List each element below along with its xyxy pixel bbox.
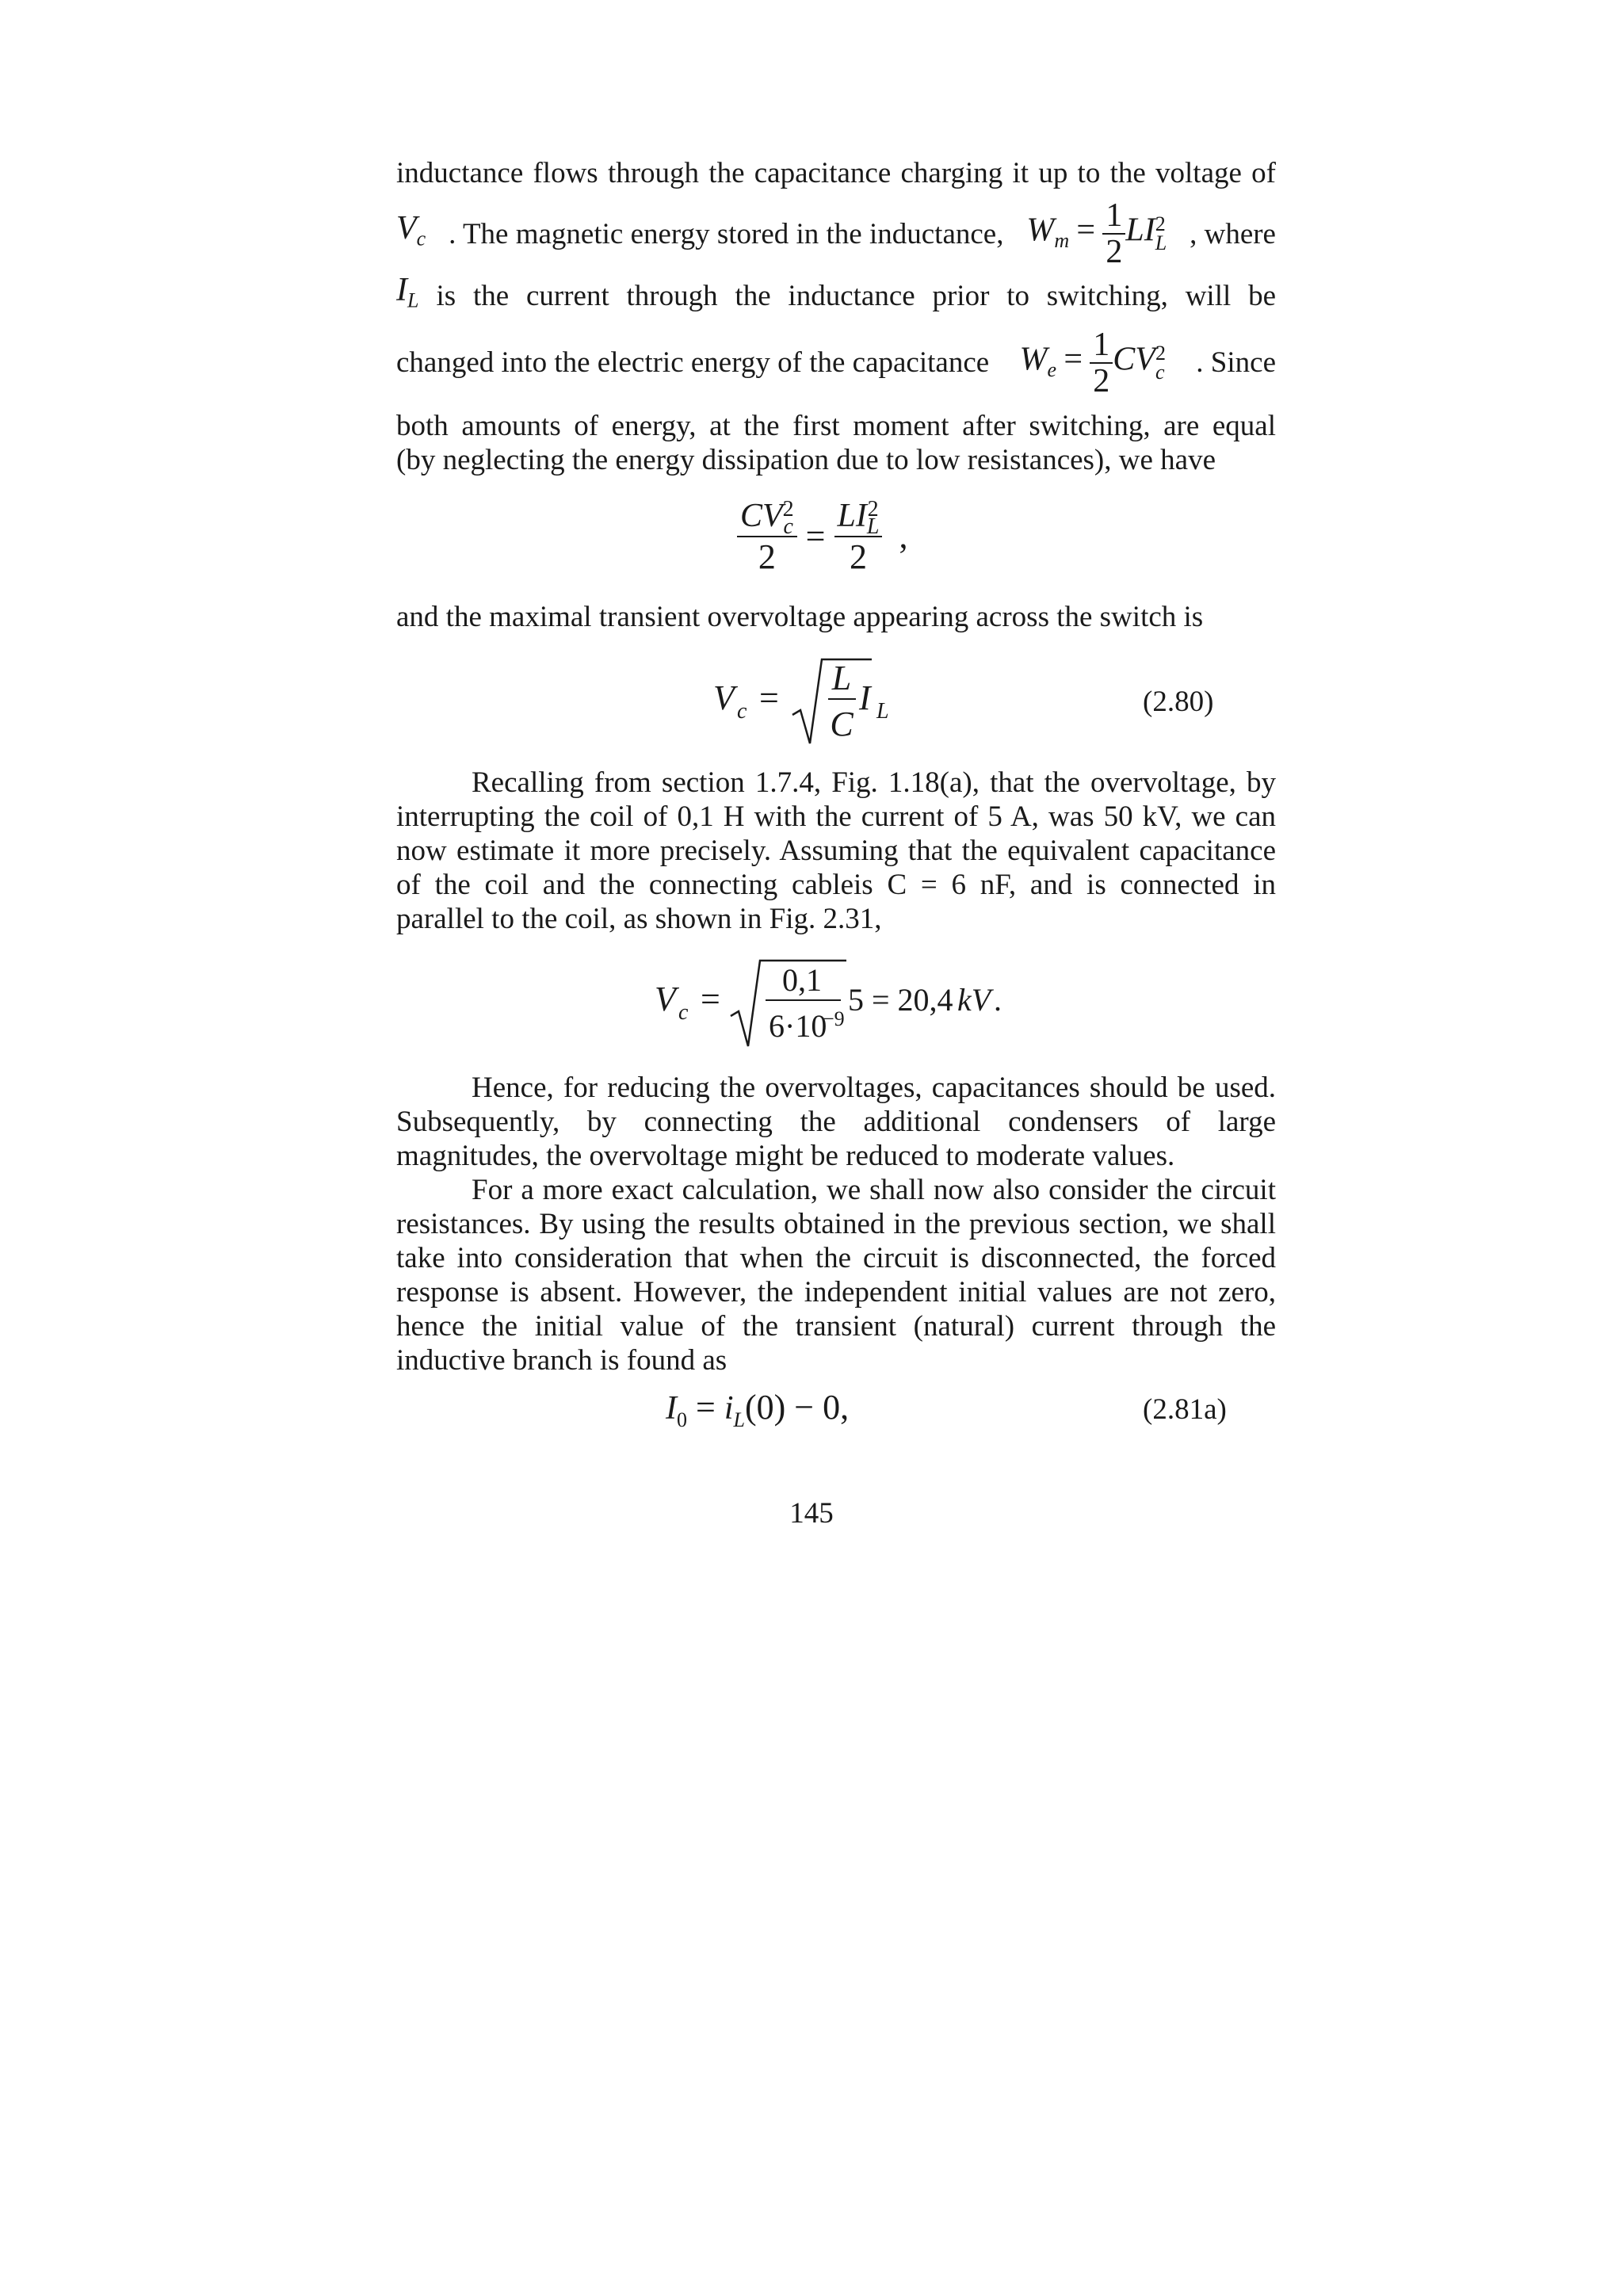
svg-text:−9: −9 [823,1007,845,1030]
text-line-with-math [396,272,1276,314]
text-fragment: , where [1190,217,1276,250]
equation-numeric-estimate [655,951,1027,1054]
svg-text:L: L [831,659,852,697]
equation-number: (2.81a) [1143,1393,1227,1426]
paragraph: Hence, for reducing the overvoltages, capacitances should be used. Subsequently, by connecting the additional condensers of large magnitudes, the overvoltage might be reduced to moderate values. [396,1072,1277,1172]
svg-text:.: . [994,982,1002,1018]
svg-text:5 = 20,4: 5 = 20,4 [848,982,953,1018]
fraction: $\frac{1}{2}$ [1090,327,1113,399]
inline-math-il: $I_L$ [396,272,419,312]
svg-text:c: c [737,699,747,724]
text-fragment: . Since [1196,346,1276,379]
svg-text:C: C [830,705,854,743]
svg-text:6·10: 6·10 [769,1008,827,1044]
equation-number: (2.80) [1143,686,1214,718]
inline-math-vc: $V_c$ [396,210,426,250]
svg-text:V: V [655,980,676,1018]
page-number: 145 [789,1497,834,1530]
svg-text:=: = [701,980,720,1018]
text-fragment: . The magnetic energy stored in the inductance, [449,217,1004,250]
inline-math-we: $W_e$ = $\frac{1}{2}$ CV 2 c [1019,326,1166,399]
equation-2-80 [713,650,919,753]
svg-text:=: = [759,678,779,717]
svg-text:L: L [876,699,889,724]
paragraph: For a more exact calculation, we shall now also consider the circuit resistances. By using the results obtained in the previous section, we shall take into consideration that when the circuit is disconnected, the forced response is absent. However, the independent initial values are not zero, hence the initial value of the transient (natural) current through the inductive branch is found as [396,1174,1277,1377]
inline-math-wm: $W_m$ = $\frac{1}{2}$ LI 2 L [1026,197,1167,270]
svg-text:I: I [859,678,871,717]
equation-energy-balance: CV 2 c 2 = LI 2 L 2 , [737,495,907,577]
text-line: and the maximal transient overvoltage appearing across the switch is [396,601,1204,633]
svg-text:V: V [713,678,735,717]
equation-2-81a: $I_0 = i_L(0) - 0$, [666,1388,850,1431]
text-line: inductance flows through the capacitance charging it up to the voltage of [396,157,1276,189]
svg-text:c: c [678,1000,689,1025]
paragraph: Recalling from section 1.7.4, Fig. 1.18(a), that the overvoltage, by interrupting the coil of 0,1 H with the current of 5 A, was 50 kV, we can now estimate it more precisely. Assuming that the equivalent capacitance of the coil and the connecting cableis C = 6 nF, and is connected in parallel to the coil, as shown in Fig. 2.31, [396,766,1277,935]
text-fragment: is the current through the inductance prior to switching, will be [436,279,1276,312]
text-line-with-math [396,325,1276,400]
text-line: (by neglecting the energy dissipation due to low resistances), we have [396,444,1216,476]
text-line: both amounts of energy, at the first moment after switching, are equal [396,410,1276,442]
svg-text:kV: kV [957,982,991,1018]
fraction: $\frac{1}{2}$ [1102,198,1125,269]
text-line-with-math [396,198,1276,269]
text-fragment: changed into the electric energy of the capacitance [396,346,990,379]
svg-text:0,1: 0,1 [782,962,822,998]
